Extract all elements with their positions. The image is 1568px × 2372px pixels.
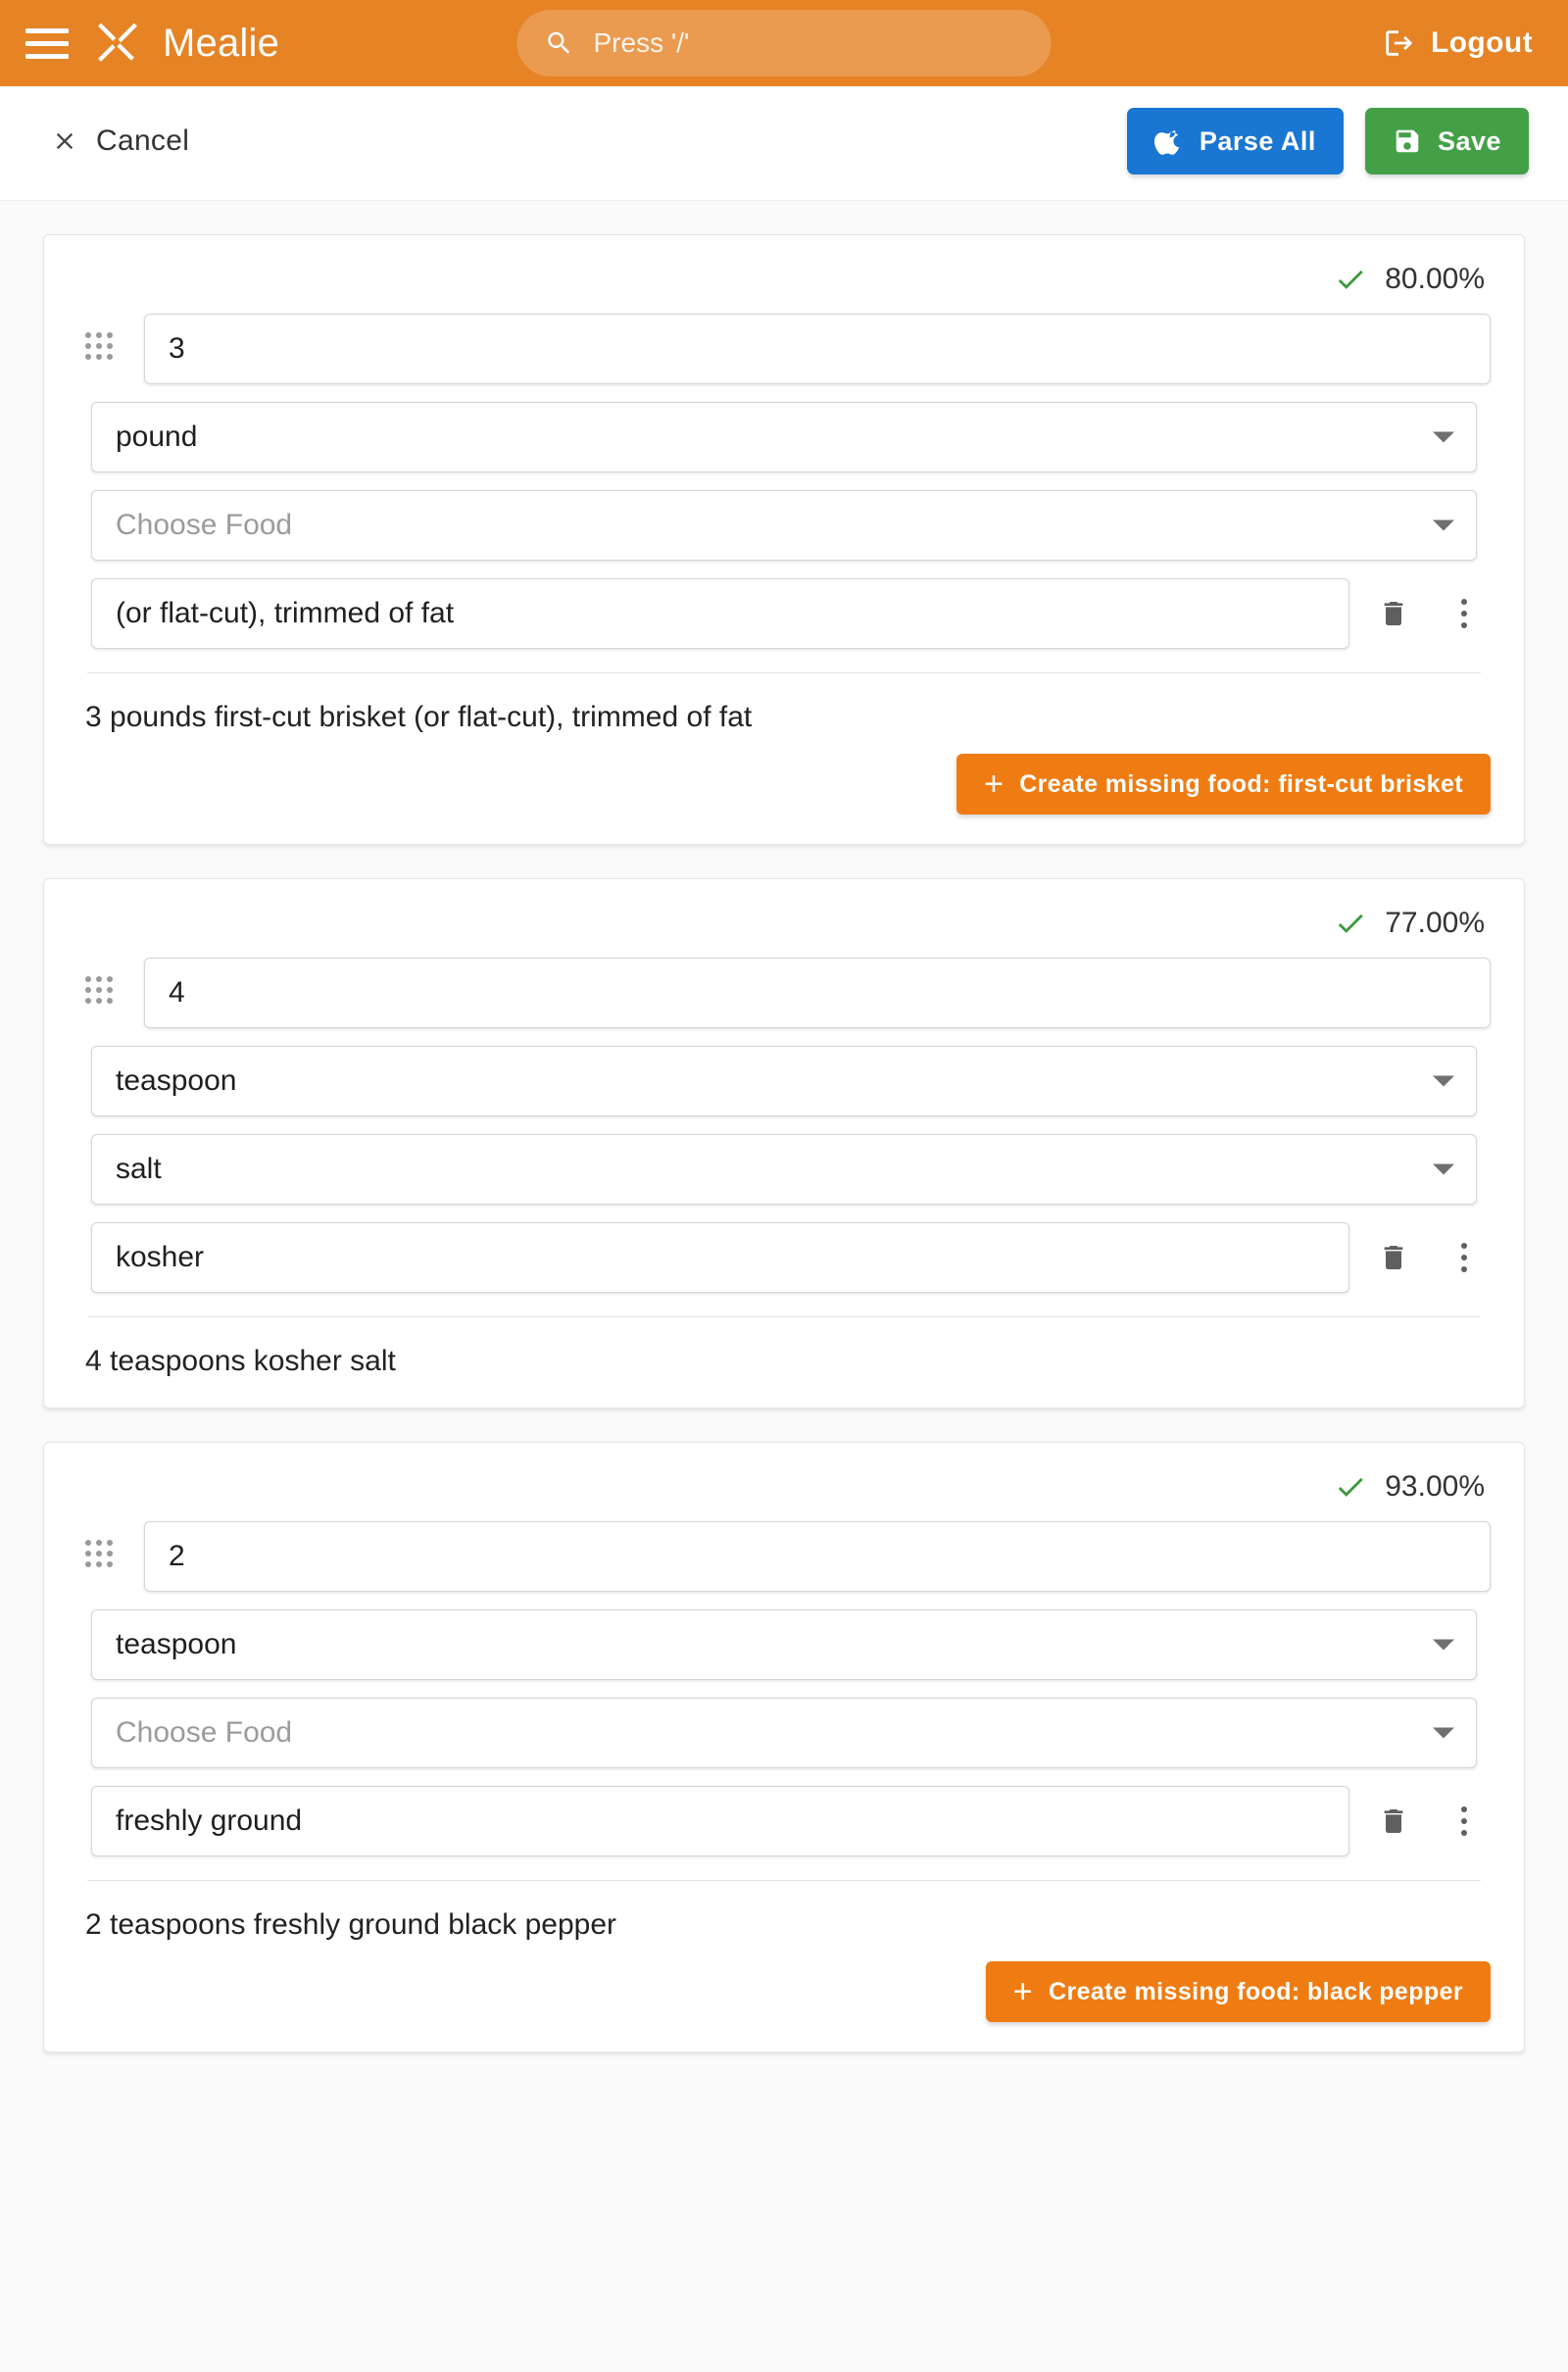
trash-icon <box>1378 598 1409 629</box>
unit-select[interactable] <box>91 1609 1477 1680</box>
unit-select[interactable] <box>91 402 1477 472</box>
create-missing-food-button[interactable] <box>956 754 1491 815</box>
confidence-value: 80.00% <box>1385 263 1485 295</box>
quantity-row <box>77 314 1491 384</box>
ingredient-summary: 2 teaspoons freshly ground black pepper <box>85 1908 617 1941</box>
trash-icon <box>1378 1805 1409 1837</box>
delete-button[interactable] <box>1367 1231 1420 1284</box>
close-icon <box>51 127 78 155</box>
food-select[interactable] <box>91 490 1477 561</box>
more-options-button[interactable] <box>1438 587 1491 640</box>
drag-handle-icon[interactable] <box>85 332 119 366</box>
drag-handle-icon[interactable] <box>85 1540 119 1573</box>
quantity-input[interactable]: 2 <box>144 1521 1491 1592</box>
food-row <box>77 490 1491 561</box>
ingredient-list <box>0 234 1568 2092</box>
chevron-down-icon <box>1433 1076 1454 1087</box>
create-missing-wrap <box>77 754 1491 815</box>
note-input[interactable]: (or flat-cut), trimmed of fat <box>91 578 1349 649</box>
chevron-down-icon <box>1433 432 1454 443</box>
create-missing-wrap <box>77 1961 1491 2022</box>
check-icon <box>1334 907 1367 940</box>
ingredient-card <box>43 878 1525 1408</box>
food-select[interactable] <box>91 1134 1477 1205</box>
unit-value: teaspoon <box>116 1628 237 1660</box>
plus-icon: + <box>983 766 1004 803</box>
ingredient-summary: 4 teaspoons kosher salt <box>85 1345 396 1377</box>
note-input[interactable]: kosher <box>91 1222 1349 1293</box>
unit-value: teaspoon <box>116 1064 237 1097</box>
create-missing-food-label: Create missing food: black pepper <box>1048 1977 1463 2005</box>
chevron-down-icon <box>1433 1640 1454 1651</box>
create-missing-food-label: Create missing food: first-cut brisket <box>1019 769 1463 798</box>
save-label: Save <box>1437 125 1501 156</box>
more-vertical-icon <box>1461 599 1467 628</box>
ingredient-card <box>43 1442 1525 2052</box>
more-vertical-icon <box>1461 1243 1467 1272</box>
more-options-button[interactable] <box>1438 1231 1491 1284</box>
quantity-row <box>77 1521 1491 1592</box>
chevron-down-icon <box>1433 520 1454 531</box>
unit-row <box>77 1046 1491 1116</box>
quantity-input[interactable]: 4 <box>144 958 1491 1028</box>
note-row <box>77 578 1491 649</box>
more-vertical-icon <box>1461 1806 1467 1836</box>
more-options-button[interactable] <box>1438 1795 1491 1848</box>
hamburger-icon[interactable] <box>25 21 71 66</box>
plus-icon: + <box>1012 1973 1033 2010</box>
delete-button[interactable] <box>1367 1795 1420 1848</box>
chevron-down-icon <box>1433 1164 1454 1175</box>
chevron-down-icon <box>1433 1728 1454 1739</box>
food-value: Choose Food <box>116 1716 293 1749</box>
note-row <box>77 1222 1491 1293</box>
note-input[interactable]: freshly ground <box>91 1786 1349 1856</box>
unit-value: pound <box>116 420 198 453</box>
logout-button[interactable] <box>1382 26 1543 60</box>
quantity-row <box>77 958 1491 1028</box>
check-icon <box>1334 263 1367 296</box>
logout-label: Logout <box>1430 26 1533 59</box>
search-box[interactable] <box>517 10 1052 76</box>
logout-icon <box>1382 26 1415 60</box>
search-input[interactable] <box>592 26 1024 60</box>
delete-button[interactable] <box>1367 587 1420 640</box>
cancel-button[interactable] <box>51 124 189 158</box>
parse-all-label: Parse All <box>1199 125 1316 156</box>
drag-handle-icon[interactable] <box>85 976 119 1010</box>
food-select[interactable] <box>91 1698 1477 1768</box>
action-bar <box>0 86 1568 201</box>
trash-icon <box>1378 1242 1409 1273</box>
food-row <box>77 1698 1491 1768</box>
food-value: Choose Food <box>116 509 293 541</box>
brand[interactable] <box>92 18 279 69</box>
unit-row <box>77 402 1491 472</box>
app-bar <box>0 0 1568 86</box>
fork-knife-logo-icon <box>92 18 143 69</box>
check-icon <box>1334 1470 1367 1504</box>
action-buttons <box>1127 108 1529 174</box>
confidence-indicator <box>77 907 1491 940</box>
food-row <box>77 1134 1491 1205</box>
note-row <box>77 1786 1491 1856</box>
search-icon <box>545 28 574 58</box>
unit-select[interactable] <box>91 1046 1477 1116</box>
parse-all-button[interactable] <box>1127 108 1344 174</box>
brand-name: Mealie <box>163 21 280 65</box>
ingredient-summary: 3 pounds first-cut brisket (or flat-cut), trimmed of fat <box>85 701 753 733</box>
quantity-input[interactable]: 3 <box>144 314 1491 384</box>
food-value: salt <box>116 1153 162 1185</box>
cancel-label: Cancel <box>96 124 190 157</box>
create-missing-food-button[interactable] <box>986 1961 1491 2022</box>
confidence-indicator <box>77 1470 1491 1504</box>
confidence-indicator <box>77 263 1491 296</box>
unit-row <box>77 1609 1491 1680</box>
apple-icon <box>1154 126 1184 156</box>
confidence-value: 93.00% <box>1385 1470 1485 1503</box>
save-disk-icon <box>1393 126 1422 156</box>
ingredient-card <box>43 234 1525 845</box>
save-button[interactable] <box>1365 108 1529 174</box>
confidence-value: 77.00% <box>1385 907 1485 939</box>
